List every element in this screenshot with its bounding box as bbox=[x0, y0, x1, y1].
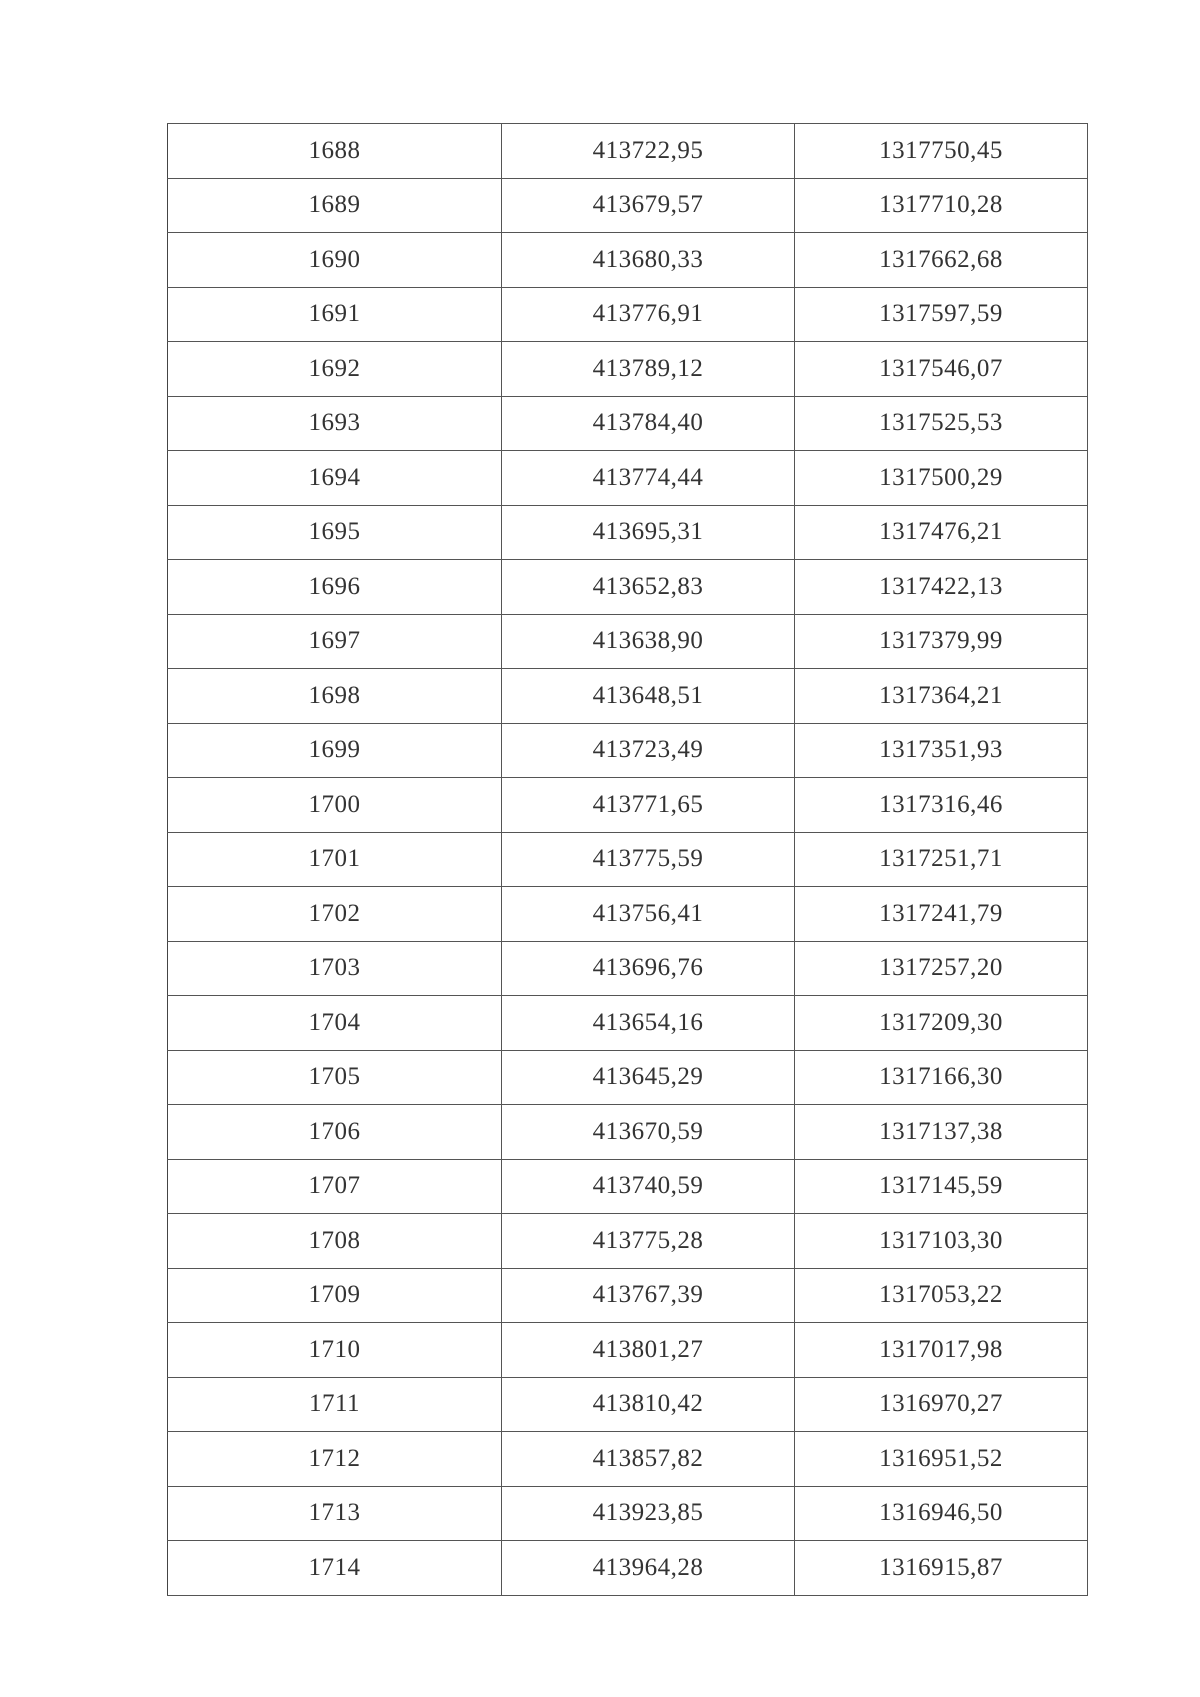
y-coordinate-cell: 1317251,71 bbox=[795, 832, 1088, 887]
table-row bbox=[168, 124, 1088, 179]
y-coordinate-cell: 1317476,21 bbox=[795, 505, 1088, 560]
x-coordinate-cell: 413638,90 bbox=[502, 614, 795, 669]
x-coordinate-cell: 413964,28 bbox=[502, 1541, 795, 1596]
table-row bbox=[168, 560, 1088, 615]
y-coordinate-cell: 1317500,29 bbox=[795, 451, 1088, 506]
y-coordinate-cell: 1317316,46 bbox=[795, 778, 1088, 833]
point-number-cell: 1709 bbox=[168, 1268, 502, 1323]
y-coordinate-cell: 1317351,93 bbox=[795, 723, 1088, 778]
table-row bbox=[168, 451, 1088, 506]
x-coordinate-cell: 413801,27 bbox=[502, 1323, 795, 1378]
y-coordinate-cell: 1317103,30 bbox=[795, 1214, 1088, 1269]
x-coordinate-cell: 413776,91 bbox=[502, 287, 795, 342]
point-number-cell: 1691 bbox=[168, 287, 502, 342]
x-coordinate-cell: 413775,28 bbox=[502, 1214, 795, 1269]
table-row bbox=[168, 887, 1088, 942]
y-coordinate-cell: 1317053,22 bbox=[795, 1268, 1088, 1323]
table-row bbox=[168, 1159, 1088, 1214]
point-number-cell: 1697 bbox=[168, 614, 502, 669]
y-coordinate-cell: 1316946,50 bbox=[795, 1486, 1088, 1541]
x-coordinate-cell: 413774,44 bbox=[502, 451, 795, 506]
table-row bbox=[168, 1377, 1088, 1432]
y-coordinate-cell: 1317017,98 bbox=[795, 1323, 1088, 1378]
y-coordinate-cell: 1317257,20 bbox=[795, 941, 1088, 996]
y-coordinate-cell: 1316970,27 bbox=[795, 1377, 1088, 1432]
y-coordinate-cell: 1317525,53 bbox=[795, 396, 1088, 451]
point-number-cell: 1694 bbox=[168, 451, 502, 506]
x-coordinate-cell: 413789,12 bbox=[502, 342, 795, 397]
x-coordinate-cell: 413679,57 bbox=[502, 178, 795, 233]
point-number-cell: 1708 bbox=[168, 1214, 502, 1269]
x-coordinate-cell: 413723,49 bbox=[502, 723, 795, 778]
table-row bbox=[168, 1541, 1088, 1596]
table-row bbox=[168, 1105, 1088, 1160]
coordinates-table bbox=[167, 123, 1088, 1596]
y-coordinate-cell: 1317379,99 bbox=[795, 614, 1088, 669]
point-number-cell: 1692 bbox=[168, 342, 502, 397]
y-coordinate-cell: 1317662,68 bbox=[795, 233, 1088, 288]
table-row bbox=[168, 1050, 1088, 1105]
y-coordinate-cell: 1317422,13 bbox=[795, 560, 1088, 615]
y-coordinate-cell: 1317209,30 bbox=[795, 996, 1088, 1051]
table-row bbox=[168, 1268, 1088, 1323]
table-row bbox=[168, 505, 1088, 560]
y-coordinate-cell: 1317750,45 bbox=[795, 124, 1088, 179]
y-coordinate-cell: 1317597,59 bbox=[795, 287, 1088, 342]
point-number-cell: 1699 bbox=[168, 723, 502, 778]
point-number-cell: 1712 bbox=[168, 1432, 502, 1487]
y-coordinate-cell: 1317710,28 bbox=[795, 178, 1088, 233]
x-coordinate-cell: 413771,65 bbox=[502, 778, 795, 833]
point-number-cell: 1700 bbox=[168, 778, 502, 833]
point-number-cell: 1689 bbox=[168, 178, 502, 233]
table-row bbox=[168, 996, 1088, 1051]
y-coordinate-cell: 1317145,59 bbox=[795, 1159, 1088, 1214]
x-coordinate-cell: 413722,95 bbox=[502, 124, 795, 179]
table-row bbox=[168, 778, 1088, 833]
table-row bbox=[168, 669, 1088, 724]
point-number-cell: 1713 bbox=[168, 1486, 502, 1541]
point-number-cell: 1701 bbox=[168, 832, 502, 887]
y-coordinate-cell: 1317166,30 bbox=[795, 1050, 1088, 1105]
table-row bbox=[168, 1214, 1088, 1269]
table-row bbox=[168, 233, 1088, 288]
y-coordinate-cell: 1316951,52 bbox=[795, 1432, 1088, 1487]
table-row bbox=[168, 832, 1088, 887]
x-coordinate-cell: 413680,33 bbox=[502, 233, 795, 288]
y-coordinate-cell: 1317137,38 bbox=[795, 1105, 1088, 1160]
x-coordinate-cell: 413740,59 bbox=[502, 1159, 795, 1214]
point-number-cell: 1702 bbox=[168, 887, 502, 942]
y-coordinate-cell: 1317364,21 bbox=[795, 669, 1088, 724]
table-row bbox=[168, 1323, 1088, 1378]
point-number-cell: 1698 bbox=[168, 669, 502, 724]
x-coordinate-cell: 413784,40 bbox=[502, 396, 795, 451]
table-row bbox=[168, 1432, 1088, 1487]
x-coordinate-cell: 413670,59 bbox=[502, 1105, 795, 1160]
table-row bbox=[168, 941, 1088, 996]
y-coordinate-cell: 1317546,07 bbox=[795, 342, 1088, 397]
table-row bbox=[168, 1486, 1088, 1541]
x-coordinate-cell: 413923,85 bbox=[502, 1486, 795, 1541]
point-number-cell: 1711 bbox=[168, 1377, 502, 1432]
point-number-cell: 1690 bbox=[168, 233, 502, 288]
y-coordinate-cell: 1316915,87 bbox=[795, 1541, 1088, 1596]
x-coordinate-cell: 413648,51 bbox=[502, 669, 795, 724]
table-row bbox=[168, 723, 1088, 778]
point-number-cell: 1710 bbox=[168, 1323, 502, 1378]
x-coordinate-cell: 413810,42 bbox=[502, 1377, 795, 1432]
x-coordinate-cell: 413654,16 bbox=[502, 996, 795, 1051]
table-row bbox=[168, 342, 1088, 397]
x-coordinate-cell: 413645,29 bbox=[502, 1050, 795, 1105]
point-number-cell: 1695 bbox=[168, 505, 502, 560]
x-coordinate-cell: 413652,83 bbox=[502, 560, 795, 615]
point-number-cell: 1696 bbox=[168, 560, 502, 615]
table-row bbox=[168, 614, 1088, 669]
point-number-cell: 1714 bbox=[168, 1541, 502, 1596]
table-row bbox=[168, 287, 1088, 342]
point-number-cell: 1707 bbox=[168, 1159, 502, 1214]
point-number-cell: 1706 bbox=[168, 1105, 502, 1160]
point-number-cell: 1688 bbox=[168, 124, 502, 179]
x-coordinate-cell: 413767,39 bbox=[502, 1268, 795, 1323]
coordinates-table-body bbox=[168, 124, 1088, 1596]
x-coordinate-cell: 413775,59 bbox=[502, 832, 795, 887]
x-coordinate-cell: 413857,82 bbox=[502, 1432, 795, 1487]
x-coordinate-cell: 413696,76 bbox=[502, 941, 795, 996]
point-number-cell: 1704 bbox=[168, 996, 502, 1051]
table-row bbox=[168, 178, 1088, 233]
point-number-cell: 1705 bbox=[168, 1050, 502, 1105]
y-coordinate-cell: 1317241,79 bbox=[795, 887, 1088, 942]
point-number-cell: 1703 bbox=[168, 941, 502, 996]
x-coordinate-cell: 413695,31 bbox=[502, 505, 795, 560]
x-coordinate-cell: 413756,41 bbox=[502, 887, 795, 942]
point-number-cell: 1693 bbox=[168, 396, 502, 451]
table-row bbox=[168, 396, 1088, 451]
